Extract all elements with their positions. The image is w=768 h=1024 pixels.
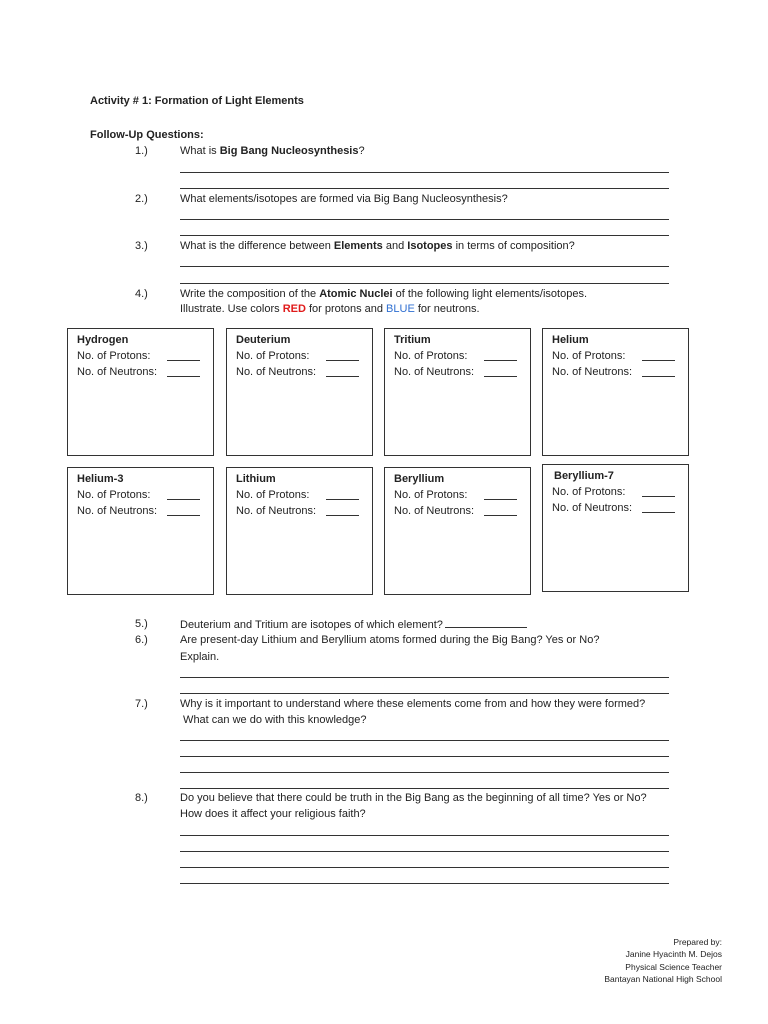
teacher-name: Janine Hyacinth M. Dejos <box>625 949 722 959</box>
answer-line-6b[interactable] <box>180 693 669 694</box>
protons-label: No. of Protons: <box>394 350 468 362</box>
question-8-followup: How does it affect your religious faith? <box>180 808 366 820</box>
neutrons-label: No. of Neutrons: <box>552 502 633 514</box>
neutrons-label: No. of Neutrons: <box>394 366 475 378</box>
protons-blank[interactable] <box>642 360 675 361</box>
question-7-text: Why is it important to understand where these elements come from and how they were formed? <box>180 698 646 710</box>
question-5-text: Deuterium and Tritium are isotopes of which element? <box>180 618 527 632</box>
element-name: Helium-3 <box>77 473 124 485</box>
answer-blank-5[interactable] <box>445 618 527 628</box>
answer-line-8c[interactable] <box>180 867 669 868</box>
protons-label: No. of Protons: <box>77 489 151 501</box>
neutrons-blank[interactable] <box>484 376 517 377</box>
question-6-explain: Explain. <box>180 651 220 663</box>
prepared-by-label: Prepared by: <box>673 937 722 947</box>
answer-line-3b[interactable] <box>180 283 669 284</box>
question-6-text: Are present-day Lithium and Beryllium atoms formed during the Big Bang? Yes or No? <box>180 634 600 646</box>
protons-blank[interactable] <box>484 499 517 500</box>
question-7-number: 7.) <box>135 698 148 710</box>
question-2-number: 2.) <box>135 193 148 205</box>
protons-blank[interactable] <box>642 496 675 497</box>
element-name: Beryllium <box>394 473 445 485</box>
question-8-text: Do you believe that there could be truth in the Big Bang as the beginning of all time? Yes or No? <box>180 792 647 804</box>
answer-line-7d[interactable] <box>180 788 669 789</box>
element-name: Helium <box>552 334 589 346</box>
neutrons-label: No. of Neutrons: <box>236 505 317 517</box>
question-1-number: 1.) <box>135 145 148 157</box>
answer-line-7b[interactable] <box>180 756 669 757</box>
protons-label: No. of Protons: <box>552 350 626 362</box>
element-name: Lithium <box>236 473 276 485</box>
question-2-text: What elements/isotopes are formed via Big Bang Nucleosynthesis? <box>180 193 508 205</box>
element-box-tritium[interactable] <box>384 328 531 456</box>
neutrons-blank[interactable] <box>642 512 675 513</box>
neutrons-label: No. of Neutrons: <box>552 366 633 378</box>
neutrons-label: No. of Neutrons: <box>77 366 158 378</box>
neutrons-label: No. of Neutrons: <box>394 505 475 517</box>
element-box-helium[interactable] <box>542 328 689 456</box>
answer-line-8b[interactable] <box>180 851 669 852</box>
answer-line-6a[interactable] <box>180 677 669 678</box>
question-5-number: 5.) <box>135 618 148 630</box>
element-name: Deuterium <box>236 334 291 346</box>
question-8-number: 8.) <box>135 792 148 804</box>
element-box-hydrogen[interactable] <box>67 328 214 456</box>
question-7-followup: What can we do with this knowledge? <box>180 714 367 726</box>
neutrons-blank[interactable] <box>326 515 359 516</box>
protons-blank[interactable] <box>167 499 200 500</box>
neutrons-blank[interactable] <box>167 376 200 377</box>
answer-line-2a[interactable] <box>180 219 669 220</box>
neutrons-blank[interactable] <box>326 376 359 377</box>
neutrons-label: No. of Neutrons: <box>236 366 317 378</box>
protons-label: No. of Protons: <box>236 489 310 501</box>
protons-blank[interactable] <box>326 360 359 361</box>
element-box-beryllium-7[interactable] <box>542 464 689 592</box>
protons-label: No. of Protons: <box>236 350 310 362</box>
neutrons-blank[interactable] <box>642 376 675 377</box>
question-4-instruction: Illustrate. Use colors RED for protons and BLUE for neutrons. <box>180 303 480 315</box>
answer-line-1a[interactable] <box>180 172 669 173</box>
question-4-text: Write the composition of the Atomic Nuclei of the following light elements/isotopes. <box>180 288 588 300</box>
element-box-beryllium[interactable] <box>384 467 531 595</box>
protons-label: No. of Protons: <box>394 489 468 501</box>
neutrons-blank[interactable] <box>167 515 200 516</box>
question-1-text: What is Big Bang Nucleosynthesis? <box>180 145 365 157</box>
element-box-lithium[interactable] <box>226 467 373 595</box>
answer-line-1b[interactable] <box>180 188 669 189</box>
answer-line-2b[interactable] <box>180 235 669 236</box>
protons-blank[interactable] <box>326 499 359 500</box>
question-4-number: 4.) <box>135 288 148 300</box>
element-box-helium-3[interactable] <box>67 467 214 595</box>
protons-blank[interactable] <box>167 360 200 361</box>
question-3-number: 3.) <box>135 240 148 252</box>
neutrons-blank[interactable] <box>484 515 517 516</box>
answer-line-7a[interactable] <box>180 740 669 741</box>
neutrons-label: No. of Neutrons: <box>77 505 158 517</box>
school-name: Bantayan National High School <box>604 974 722 984</box>
element-box-deuterium[interactable] <box>226 328 373 456</box>
element-name: Tritium <box>394 334 431 346</box>
question-6-number: 6.) <box>135 634 148 646</box>
answer-line-3a[interactable] <box>180 266 669 267</box>
activity-title: Activity # 1: Formation of Light Elements <box>90 95 304 107</box>
answer-line-7c[interactable] <box>180 772 669 773</box>
protons-label: No. of Protons: <box>552 486 626 498</box>
element-name: Hydrogen <box>77 334 129 346</box>
answer-line-8a[interactable] <box>180 835 669 836</box>
follow-up-heading: Follow-Up Questions: <box>90 129 204 141</box>
answer-line-8d[interactable] <box>180 883 669 884</box>
protons-blank[interactable] <box>484 360 517 361</box>
element-name: Beryllium-7 <box>554 470 614 482</box>
teacher-role: Physical Science Teacher <box>625 962 722 972</box>
question-3-text: What is the difference between Elements and Isotopes in terms of composition? <box>180 240 575 252</box>
protons-label: No. of Protons: <box>77 350 151 362</box>
